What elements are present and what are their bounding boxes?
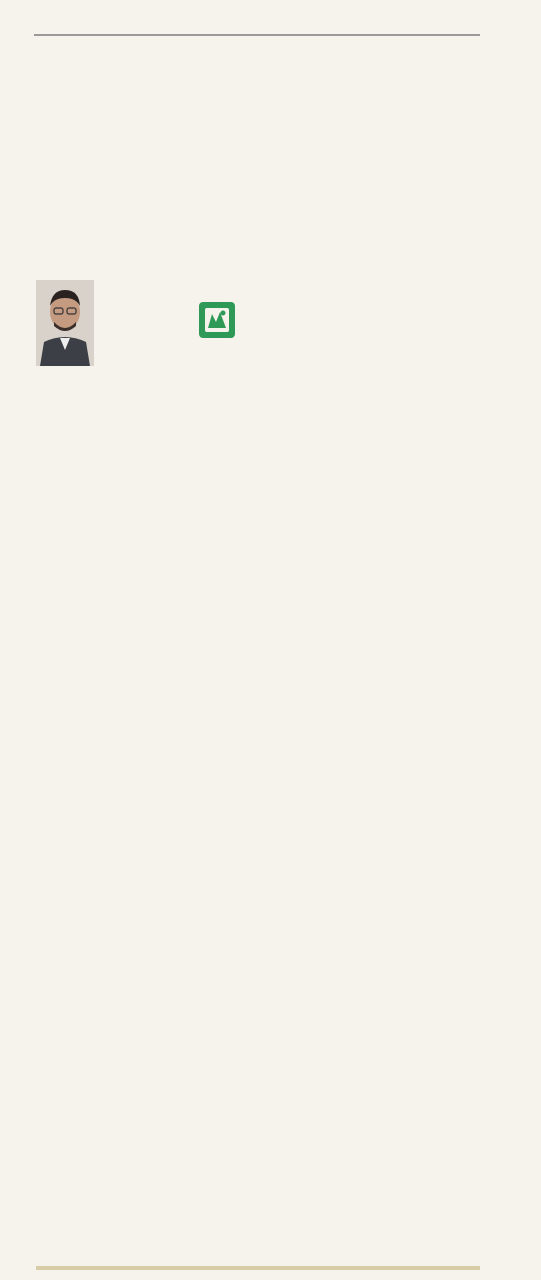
article-column-1 <box>36 392 248 394</box>
bottom-rule <box>36 1266 480 1270</box>
conap-logo-icon <box>196 300 238 352</box>
author-box <box>36 280 258 366</box>
author-portrait-image <box>36 280 94 366</box>
top-rule <box>34 34 480 36</box>
author-photo <box>36 280 94 366</box>
conap-logo <box>196 300 238 352</box>
